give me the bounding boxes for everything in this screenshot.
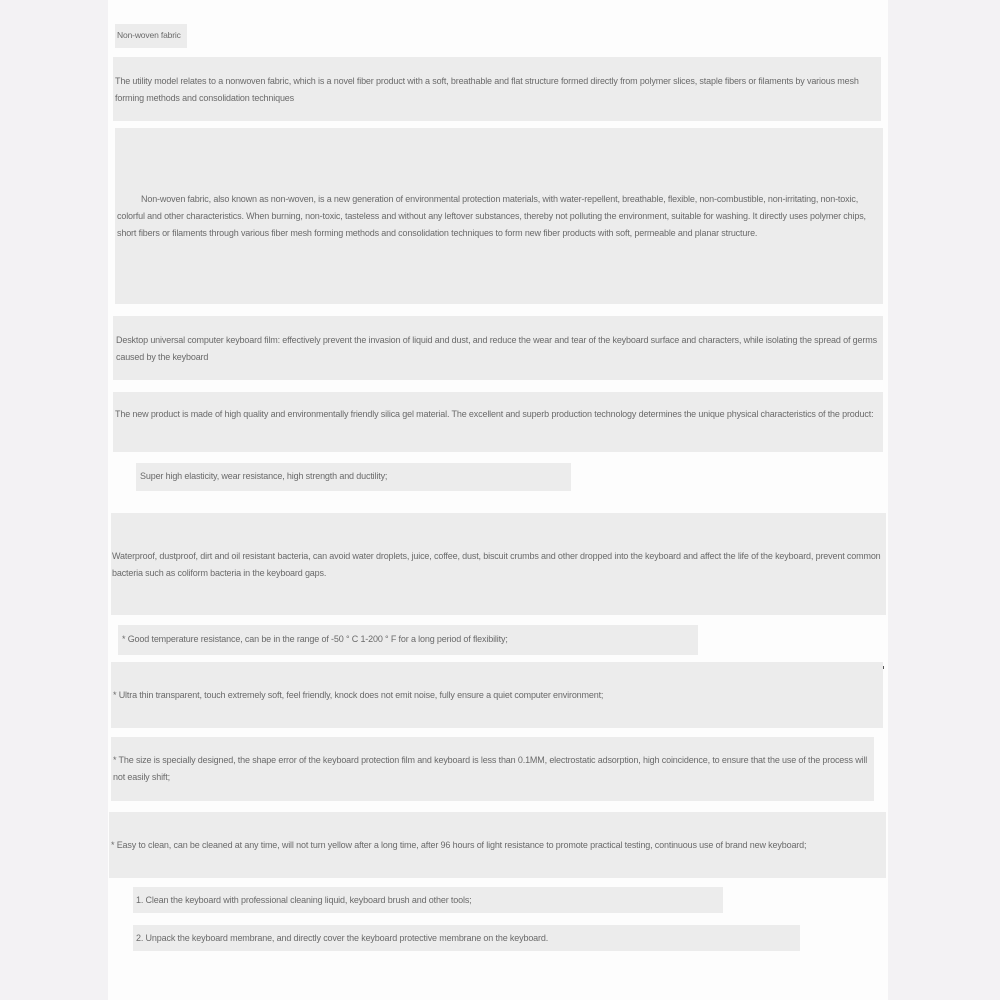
step-1-text: 1. Clean the keyboard with professional cleaning liquid, keyboard brush and other tools; <box>136 895 472 905</box>
paragraph-new-product <box>113 392 883 452</box>
paragraph-nonwoven-description <box>115 128 883 304</box>
paragraph-utility-model-text: The utility model relates to a nonwoven fabric, which is a novel fiber product with a soft, breathable and flat structure formed directly from polymer slices, staple fibers or filaments by various mesh forming methods and consolidation techniques <box>115 76 859 103</box>
feature-temperature <box>118 625 698 655</box>
cropped-text-line-bottom <box>356 982 626 988</box>
feature-size-text: * The size is specially designed, the shape error of the keyboard protection film and keyboard is less than 0.1MM, electrostatic adsorption, high coincidence, to ensure that the use of the process will not easily shift; <box>113 755 868 782</box>
feature-temperature-text: * Good temperature resistance, can be in the range of -50 ° C 1-200 ° F for a long period of flexibility; <box>122 634 508 644</box>
doc-title <box>115 24 187 48</box>
step-2-text: 2. Unpack the keyboard membrane, and directly cover the keyboard protective membrane on the keyboard. <box>136 933 549 943</box>
paragraph-utility-model <box>113 57 881 121</box>
feature-ultra-thin <box>111 662 883 728</box>
doc-title-text: Non-woven fabric <box>117 30 181 40</box>
cropped-text-line <box>146 497 576 503</box>
paragraph-new-product-text: The new product is made of high quality and environmentally friendly silica gel material. The excellent and superb production technology determines the unique physical characteristics of the product: <box>115 409 874 419</box>
feature-elasticity <box>136 463 571 491</box>
paragraph-waterproof <box>111 513 886 615</box>
feature-easy-clean <box>109 812 886 878</box>
paragraph-keyboard-film-text: Desktop universal computer keyboard film: effectively prevent the invasion of liquid and dust, and reduce the wear and tear of the keyboard surface and characters, while isolating the spread of germs caused by the keyboard <box>116 335 877 362</box>
paragraph-waterproof-text: Waterproof, dustproof, dirt and oil resistant bacteria, can avoid water droplets, juice, coffee, dust, biscuit crumbs and other dropped into the keyboard and affect the life of the keyboard, prevent common bacteria such as coliform bacteria in the keyboard gaps. <box>112 551 881 578</box>
feature-elasticity-text: Super high elasticity, wear resistance, high strength and ductility; <box>140 471 388 481</box>
feature-size <box>111 737 874 801</box>
feature-easy-clean-text: * Easy to clean, can be cleaned at any time, will not turn yellow after a long time, after 96 hours of light resistance to promote practical testing, continuous use of brand new keyboard; <box>111 840 807 850</box>
step-2 <box>133 925 800 951</box>
paragraph-nonwoven-description-text: Non-woven fabric, also known as non-woven, is a new generation of environmental protection materials, with water-repellent, breathable, flexible, non-combustible, non-irritating, non-toxic, colorful and other characteristics. When burning, non-toxic, tasteless and without any leftover substances, thereby not polluting the environment, suitable for washing. It directly uses polymer chips, short fibers or filaments through various fiber mesh forming methods and consolidation techniques to form new fiber products with soft, permeable and planar structure. <box>117 194 866 238</box>
step-1 <box>133 887 723 913</box>
paragraph-keyboard-film <box>113 316 883 380</box>
feature-ultra-thin-text: * Ultra thin transparent, touch extremely soft, feel friendly, knock does not emit noise, fully ensure a quiet computer environment; <box>113 690 604 700</box>
